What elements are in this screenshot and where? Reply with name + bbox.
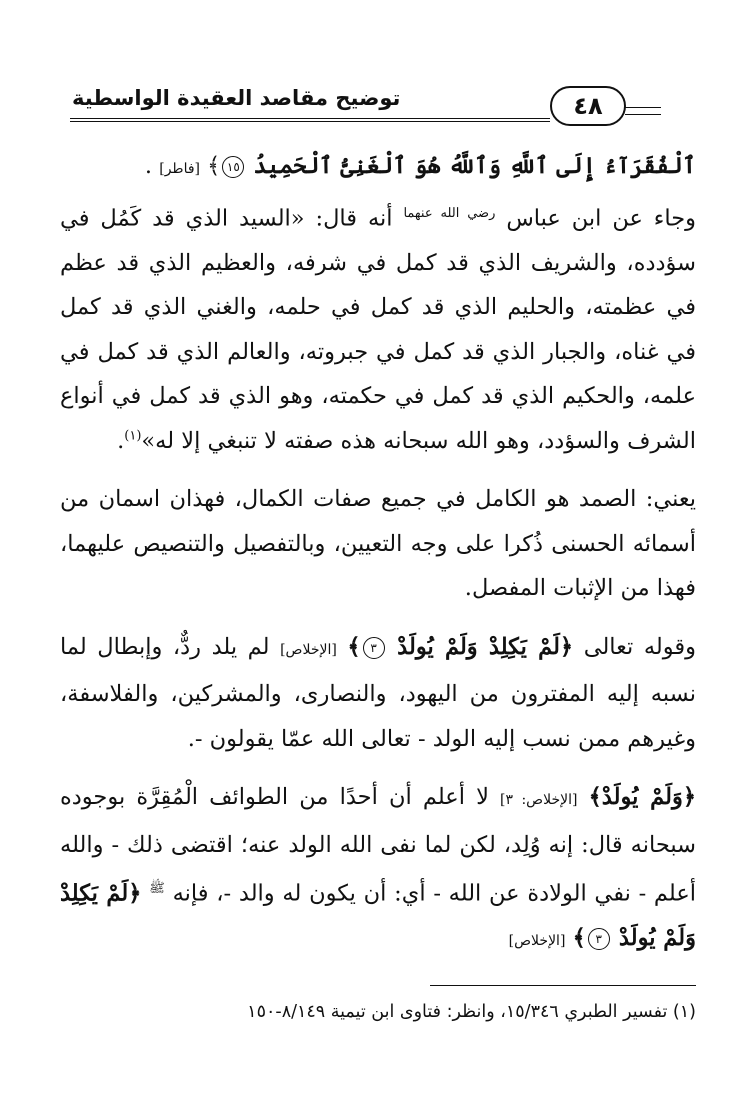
- quran-bracket: ﴾: [347, 633, 361, 660]
- quran-text: ﴿لَمْ يَكِلِدْ وَلَمْ يُولَدْ: [397, 633, 574, 660]
- surah-reference: [الإخلاص]: [280, 641, 337, 658]
- quran-continuation-line: ٱلْفُقَرَآءُ إِلَى ٱللَّهِ وَٱللَّهُ هُوَ ٱلْغَنِىُّ ٱلْحَمِيدُ ١٥﴾ [فاطر] .: [144, 153, 696, 179]
- honorific-glyph: رضي الله عنهما: [403, 205, 496, 221]
- ayah-number-marker: ٣: [363, 637, 385, 659]
- sentence-end: .: [117, 427, 125, 454]
- footnote-rule: [430, 985, 696, 986]
- footnote-marker: (١): [124, 428, 142, 443]
- quran-text: ﴿لَمْ يَكِلِدْ وَلَمْ يُولَدْ: [60, 880, 696, 951]
- header-rule-short: [625, 114, 661, 115]
- book-title: توضيح مقاصد العقيدة الواسطية: [72, 86, 401, 110]
- paragraph: يعني: الصمد هو الكامل في جميع صفات الكمال، فهذان اسمان من أسمائه الحسنى ذُكرا على وجه التعيين، وبالتفصيل والتنصيص عليهما، فهذا من الإثبات المفصل.: [60, 486, 696, 601]
- surah-reference: [الإخلاص: ٣]: [500, 792, 578, 808]
- header-rule: [70, 118, 550, 122]
- footnote: (١) تفسير الطبري ١٥/٣٤٦، وانظر: فتاوى ابن تيمية ٨/١٤٩-١٥٠: [247, 1002, 696, 1022]
- page-number: ٤٨: [550, 86, 626, 126]
- ayah-number-marker: ٣: [588, 928, 610, 950]
- honorific-glyph: ﷺ: [149, 881, 165, 896]
- paragraph-text: لا أعلم أن أحدًا من الطوائف الْمُقِرَّة بوجوده سبحانه قال: إنه وُلِد، لكن لما نفى الله الولد عنه؛ اقتضى ذلك - والله أعلم - نفي الولادة عن الله - أي: أن يكون له والد -، فإنه: [60, 784, 697, 907]
- paragraph-text: لم يلد ردٌّ، وإبطال لما نسبه إليه المفترون من اليهود، والنصارى، والمشركين، والفلاسفة، وغيرهم ممن نسب إليه الولد - تعالى الله عمّا يقولون -.: [60, 633, 696, 752]
- quran-text: ٱلْفُقَرَآءُ إِلَى ٱللَّهِ وَٱللَّهُ هُوَ ٱلْغَنِىُّ ٱلْحَمِيدُ: [253, 153, 696, 179]
- paragraph-text: أنه قال: «السيد الذي قد كَمُل في سؤدده، والشريف الذي قد كمل في شرفه، والعظيم الذي قد عظم في عظمته، والحليم الذي قد كمل في حلمه، والغني الذي قد كمل في غناه، والجبار الذي قد كمل في جبروته، والعالم الذي قد كمل في علمه، والحكيم الذي قد كمل في حكمته، وهو الذي قد كمل في أنواع الشرف والسؤدد، وهو الله سبحانه هذه صفته لا تنبغي إلا له»: [60, 205, 696, 454]
- paragraph-text: وجاء عن ابن عباس: [506, 205, 696, 231]
- header-rule-short: [625, 107, 661, 108]
- ayah-number-marker: ١٥: [222, 156, 244, 178]
- paragraph: [60, 775, 696, 964]
- quran-bracket: ﴾: [572, 925, 586, 951]
- paragraph: [60, 625, 696, 762]
- paragraph: [60, 192, 696, 464]
- surah-reference: [الإخلاص]: [508, 933, 566, 949]
- quran-text: ﴿وَلَمْ يُولَدْ﴾: [588, 784, 697, 810]
- page-body: [60, 144, 696, 964]
- sentence-end: .: [144, 153, 153, 179]
- surah-reference: [فاطر]: [159, 161, 200, 177]
- running-header: [50, 70, 716, 140]
- paragraph-text: وقوله تعالى: [583, 633, 697, 660]
